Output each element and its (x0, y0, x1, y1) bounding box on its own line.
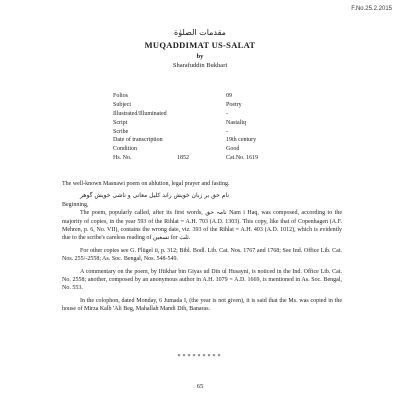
paragraph: A commentary on the poem, by Iftikhar bin Giyas ud Din ul Husayni, is noticed in the Ind. Office Lib. Cat. No. 2558; another, composed by an anonymous author in A.H. 1079 = A.D. 1669, is mentioned in As. Soc. Bengal, No. 553. (62, 268, 342, 292)
metadata-value: 19th century (226, 137, 257, 144)
metadata-label: Condition (113, 146, 138, 153)
metadata-label: Scribe (113, 128, 129, 135)
metadata-label: Script (113, 119, 128, 126)
file-number-stamp: F.No.25.2.2015 (351, 6, 392, 12)
metadata-value: 09 (226, 93, 232, 99)
metadata-row (113, 110, 313, 119)
arabic-title: مقدمات الصلوٰة (174, 28, 226, 37)
metadata-row (113, 145, 313, 154)
lead-paragraph: The well-known Masnawi poem on ablution, legal prayer and fasting. (62, 181, 230, 187)
metadata-row (113, 136, 313, 145)
paragraph: For other copies see G. Flügel ii, p. 312; Bibl. Bodl. Lib. Cat. Nos. 1767 and 1768; See Ind. Office Lib. Cat. Nos. 255/-2558; As. Soc. Bengal, Nos. 548-549. (62, 247, 342, 263)
metadata-row (113, 154, 313, 163)
metadata-row (113, 92, 313, 101)
section-divider: ********* (177, 354, 223, 360)
paragraph: In the colophon, dated Monday, 6 Jumada I, (the year is not given), it is said that the Ms. was copied in the house of Mirza Kalb 'Ali Beg, Mahallah Mandi Dih, Banaras. (62, 297, 342, 313)
author-name: Sharafuddin Bukhari (172, 62, 228, 69)
metadata-row (113, 119, 313, 128)
metadata-label: Folios (113, 93, 129, 99)
metadata-label: Hs. No. (113, 155, 132, 162)
document-body (62, 180, 342, 314)
metadata-label: Subject (113, 101, 131, 108)
metadata-value: Good (226, 146, 240, 153)
by-line: by (196, 53, 204, 60)
metadata-table (113, 92, 313, 163)
metadata-value: - (226, 110, 228, 117)
metadata-row (113, 128, 313, 137)
metadata-label: Illustrated/Illuminated (113, 110, 167, 117)
metadata-value: - (226, 128, 228, 135)
metadata-label: Date of transcription (113, 137, 163, 144)
paragraph: The poem, popularly called, after its first words, نامہ حق Nam i Haq, was composed, according to the majority of copies, in the year 593 of the Rihlat = A.H. 703 (A.D. 1303). This copy, like that of Copenhagen (A.F. Mehren, p. 6, No. VII), contains the wrong date, viz. 393 of the Rihlat = A.H. 403 (A.D. 1012), which is evidently due to the scribe's careless reading of تسعین for ثلث. (62, 210, 342, 242)
beginning-label: Beginning, (62, 201, 89, 208)
page-number: 65 (196, 383, 204, 390)
metadata-hs-number: 1852 (177, 155, 189, 162)
metadata-value: Cat.No. 1619 (226, 155, 259, 162)
metadata-value: Poetry (226, 101, 242, 108)
beginning-verse: نام حق بر زبان خویش راند کلیل معانی و ناشی خویش گوهر (80, 192, 229, 200)
document-title: MUQADDIMAT US-SALAT (144, 40, 256, 50)
metadata-row (113, 101, 313, 110)
metadata-value: Nastaliq (226, 119, 246, 126)
